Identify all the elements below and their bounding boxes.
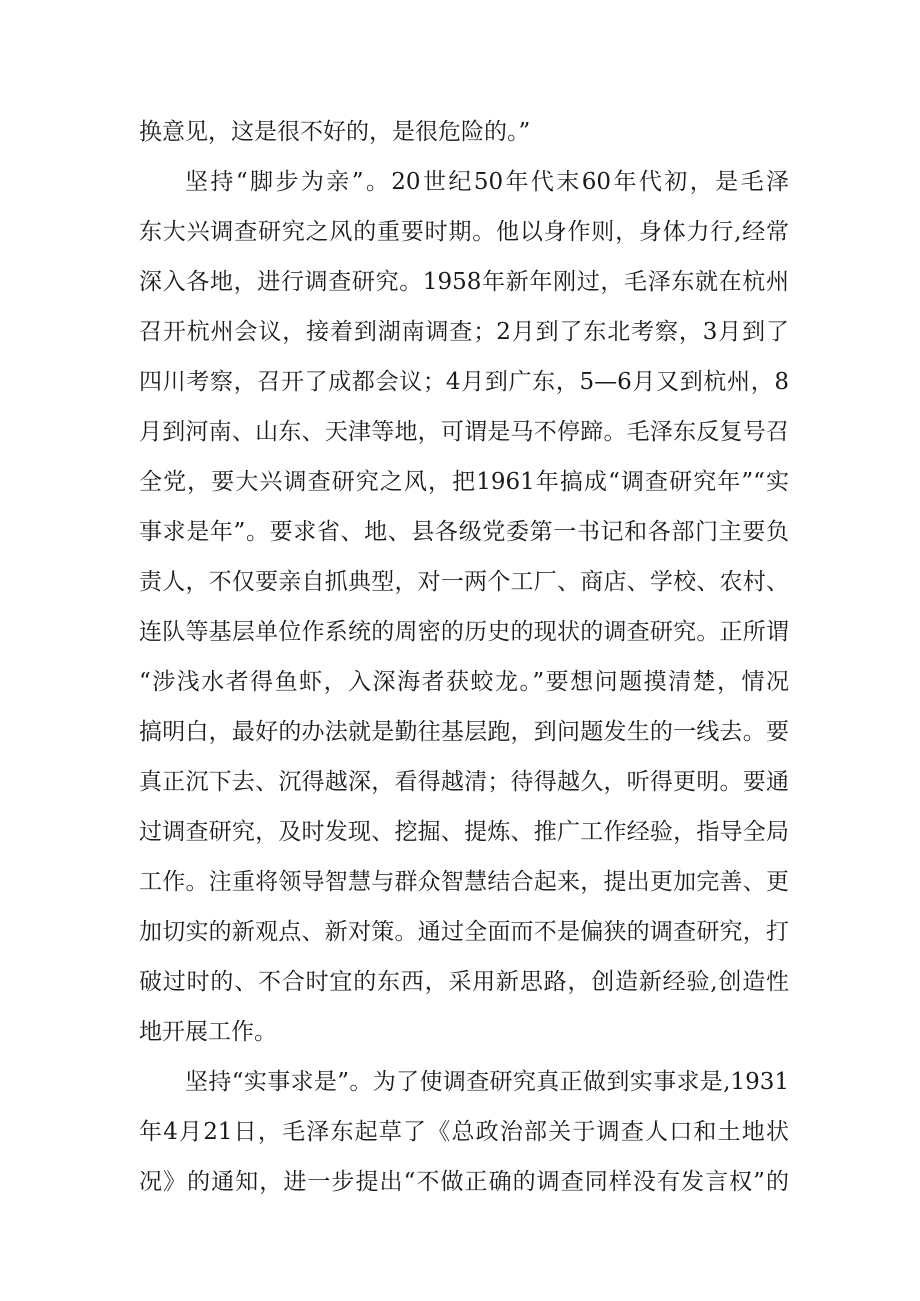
text-line: 破过时的、不合时宜的东西，采用新思路，创造新经验,创造性 bbox=[139, 969, 789, 995]
text-line: 年4月21日，毛泽东起草了《总政治部关于调查人口和土地状 bbox=[139, 1119, 789, 1145]
text-line: 事求是年”。要求省、地、县各级党委第一书记和各部门主要负 bbox=[139, 519, 789, 545]
text-line: 地开展工作。 bbox=[139, 1019, 277, 1045]
text-line: 加切实的新观点、新对策。通过全面而不是偏狭的调查研究，打 bbox=[139, 919, 789, 945]
text-line: 全党，要大兴调查研究之风，把1961年搞成“调查研究年”“实 bbox=[139, 469, 789, 495]
text-line: 深入各地，进行调查研究。1958年新年刚过，毛泽东就在杭州 bbox=[139, 269, 789, 295]
text-line: 工作。注重将领导智慧与群众智慧结合起来，提出更加完善、更 bbox=[139, 869, 789, 895]
text-line: 东大兴调查研究之风的重要时期。他以身作则，身体力行,经常 bbox=[139, 219, 789, 245]
text-line: 召开杭州会议，接着到湖南调查；2月到了东北考察，3月到了 bbox=[139, 319, 789, 345]
text-line: 四川考察，召开了成都会议；4月到广东，5—6月又到杭州，8 bbox=[139, 369, 789, 395]
text-line: 况》的通知，进一步提出“不做正确的调查同样没有发言权”的 bbox=[139, 1169, 789, 1195]
text-line: 坚持“实事求是”。为了使调查研究真正做到实事求是,1931 bbox=[185, 1069, 789, 1095]
text-line: 过调查研究，及时发现、挖掘、提炼、推广工作经验，指导全局 bbox=[139, 819, 789, 845]
text-line: 坚持“脚步为亲”。20世纪50年代末60年代初，是毛泽 bbox=[185, 169, 789, 195]
text-line: 连队等基层单位作系统的周密的历史的现状的调查研究。正所谓 bbox=[139, 619, 789, 645]
text-line: “涉浅水者得鱼虾，入深海者获蛟龙。”要想问题摸清楚，情况 bbox=[139, 669, 789, 695]
text-line: 搞明白，最好的办法就是勤往基层跑，到问题发生的一线去。要 bbox=[139, 719, 789, 745]
text-line: 月到河南、山东、天津等地，可谓是马不停蹄。毛泽东反复号召 bbox=[139, 419, 789, 445]
text-line: 真正沉下去、沉得越深，看得越清；待得越久，听得更明。要通 bbox=[139, 769, 789, 795]
text-line: 责人，不仅要亲自抓典型，对一两个工厂、商店、学校、农村、 bbox=[139, 569, 789, 595]
text-line: 换意见，这是很不好的，是很危险的。” bbox=[139, 119, 531, 145]
